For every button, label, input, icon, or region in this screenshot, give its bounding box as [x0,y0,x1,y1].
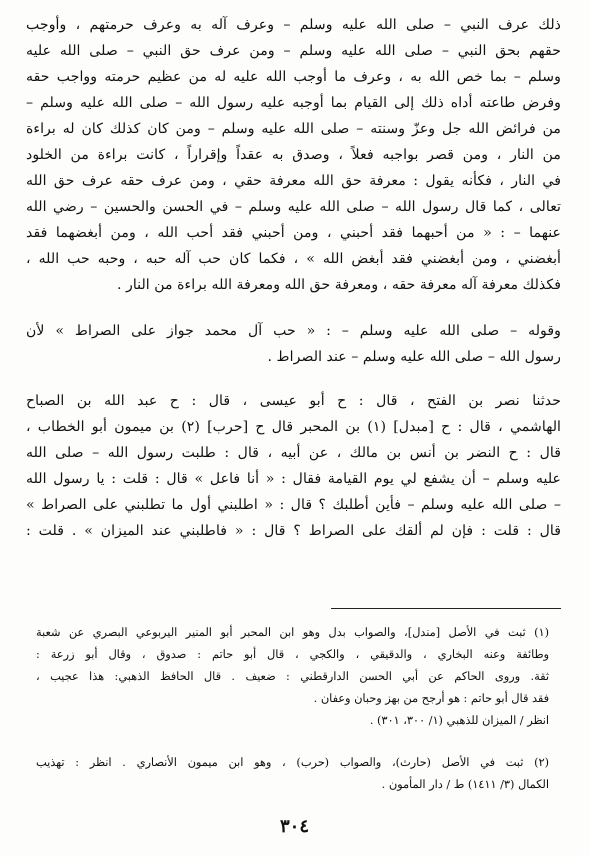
text-line: عليه وسلم – أن يشفع لي يوم القيامة فقال : « أنا فاعل » قال : قلت : يا رسول الله [26,471,561,487]
text-line: رسول الله – صلى الله عليه وسلم – عند الصراط . [267,349,561,365]
main-paragraph-2 [26,318,561,370]
footnote-divider [331,608,561,609]
main-paragraph-3 [26,388,561,544]
footnote-line: ثقة. وروى الحاكم عن أبي الحسن الدارقطني : ضعيف . قال الحافظ الذهبي: هذا عجيب ، [36,670,549,683]
text-line: من النار ، ومن قصر بواجبه فعلاً ، وصدق به عقداً وإقراراً ، كانت براءة من الخلود [26,147,561,163]
footnote-line: الكمال (٣/ ١٤١١) ط / دار المأمون . [381,778,549,791]
footnote-line: فقد قال أبو حاتم : هو أرجح من بهز وحبان وعفان . [313,692,549,705]
text-line: تعالى ، كما قال رسول الله – صلى الله عليه وسلم – في الحسن والحسين – رضي الله [26,199,561,215]
footnote-line: (٢) ثبت في الأصل (حارث)، والصواب (حرب) ، وهو ابن ميمون الأنصاري . انظر : تهذيب [36,756,549,769]
text-line: وسلم – بما خص الله به ، وعرف ما أوجب الله عليه له من عظيم حرمته وواجب حقه [26,69,561,85]
text-line: من فرائض الله جل وعزّ وسنته – صلى الله عليه وسلم – ومن كان كذلك كان له براءة [26,121,561,137]
footnote-line: انظر / الميزان للذهبي (١/ ٣٠٠، ٣٠١) . [369,714,549,727]
text-line: عنهما – : « من أحبهما فقد أحبني ، ومن أحبني فقد أحب الله ، ومن أبغضهما فقد [26,225,561,241]
text-line: قال : قلت : فإن لم ألقك على الصراط ؟ قال : « فاطلبني عند الميزان » . قلت : [26,523,561,539]
text-line: حقهم بحق النبي – صلى الله عليه وسلم – ومن عرف حق النبي – صلى الله عليه [26,43,561,59]
footnote-2 [36,752,549,796]
text-line: أبغضني ، ومن أبغضني فقد أبغض الله » ، فكما كان حب آله حبه ، وحبه حب الله ، [26,251,561,267]
text-line: وفرض طاعته أداه ذلك إلى القيام بما أوجبه عليه رسول الله – صلى الله عليه وسلم – [26,95,561,111]
footnote-1 [36,622,549,732]
text-line: فكذلك معرفة آله معرفة حقه ، ومعرفة حق الله ومعرفة الله براءة من النار . [116,277,561,293]
text-line: وقوله – صلى الله عليه وسلم – : « حب آل محمد جواز على الصراط » لأن [26,323,561,339]
text-line: حدثنا نصر بن الفتح ، قال : ح أبو عيسى ، قال : ح عبد الله بن الصباح [26,393,561,409]
text-line: ذلك عرف النبي – صلى الله عليه وسلم – وعرف آله به وعرف حرمتهم ، وأوجب [26,17,561,33]
page-number: ٣٠٤ [279,816,309,837]
text-line: الهاشمي ، قال : ح [مبدل] (١) بن المحبر قال ح [حرب] (٢) بن ميمون أبو الخطاب ، [26,419,561,435]
text-line: – صلى الله عليه وسلم – فأين أطلبك ؟ قال : « اطلبني أول ما تطلبني على الصراط » [26,497,561,513]
footnote-line: وطائفة وعنه البخاري ، والدقيقي ، والكجي ، قال أبو حاتم : صدوق ، وقال أبو زرعة : [36,648,549,661]
text-line: قال : ح النضر بن أنس بن مالك ، عن أبيه ، قال : طلبت رسول الله – صلى الله [26,445,561,461]
text-line: في النار ، فكأنه يقول : معرفة حق الله معرفة حقي ، ومن عرف حقه عرف حق الله [26,173,561,189]
main-paragraph-1 [26,12,561,298]
footnote-line: (١) ثبت في الأصل [مندل]، والصواب بدل وهو ابن المحبر أبو المنير اليربوعي البصري عن شعبة [36,626,549,639]
